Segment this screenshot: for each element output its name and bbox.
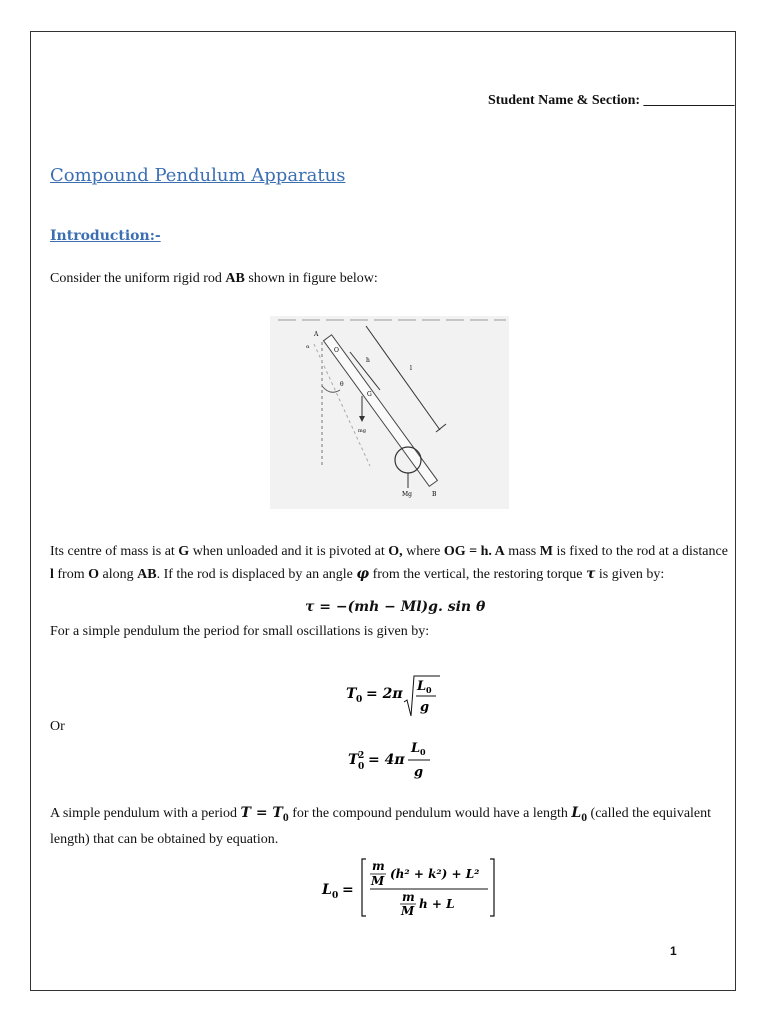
svg-text:h + L: h + L [419,897,455,911]
svg-text:0: 0 [420,747,426,757]
svg-text:L: L [322,882,332,898]
label-h: h [366,357,370,364]
svg-text:M: M [401,904,415,918]
period-equation [340,668,460,725]
svg-text:2: 2 [358,751,365,761]
description-paragraph: Its centre of mass is at G when unloaded and it is pivoted at O, where OG = h. A mass M is fixed to the rod at a distance l from O along AB. If the rod is displaced by an angle φ from the vertical, the restoring torque τ is given by: [50,544,728,582]
svg-text:g: g [420,700,430,715]
document-title: Compound Pendulum Apparatus [50,165,346,186]
period-squared-equation [344,736,454,787]
label-Mg: Mg [402,491,412,498]
label-theta: θ [340,381,344,388]
or-text: Or [50,719,65,734]
simple-pendulum-text: For a simple pendulum the period for small oscillations is given by: [50,624,430,639]
label-l: l [410,365,412,372]
svg-text:m: m [372,859,385,873]
equivalent-length-equation [318,856,508,925]
pendulum-figure [270,316,509,509]
label-alpha: α [306,344,310,350]
label-mg: mg [358,428,366,434]
page-number: 1 [670,944,677,958]
intro-text: shown in figure below: [244,271,378,286]
section-heading-introduction: Introduction:- [50,228,161,244]
torque-equation: τ = −(mh − Ml)g. sin θ [305,599,486,615]
intro-text: Consider the uniform rigid rod [50,271,226,286]
svg-text:= 2π: = 2π [366,686,403,702]
svg-text:T: T [346,686,357,702]
svg-text:= 4π: = 4π [368,752,405,768]
svg-text:=: = [342,882,354,898]
svg-text:0: 0 [356,695,363,705]
svg-text:g: g [414,765,424,780]
svg-text:0: 0 [426,685,432,695]
svg-text:0: 0 [358,762,365,772]
intro-bold: AB [225,271,245,286]
svg-text:(h² + k²) + L²: (h² + k²) + L² [390,867,480,881]
label-B: B [432,491,437,498]
svg-text:L: L [417,679,427,694]
intro-paragraph [50,268,378,290]
svg-text:M: M [371,874,385,888]
label-O: O [334,347,339,354]
angle-arc [322,386,340,392]
equivalent-length-paragraph: A simple pendulum with a period $T = T_0$ for the compound pendulum would have a length $L_0$ (called the equivalent length) that can be obtained by equation. [50,805,712,847]
student-name-section-label: Student Name & Section: _____________ [488,93,735,108]
svg-text:0: 0 [332,891,339,901]
pendulum-diagram [270,316,509,509]
svg-text:T: T [348,752,359,768]
label-G: G [367,391,372,398]
label-A: A [314,331,319,338]
svg-text:L: L [411,741,421,756]
svg-text:m: m [402,890,415,904]
